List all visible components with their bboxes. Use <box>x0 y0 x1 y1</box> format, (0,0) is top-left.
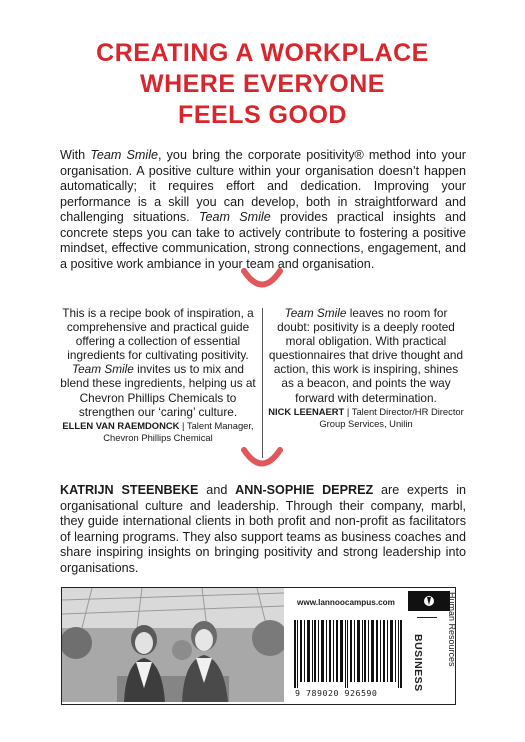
testimonial-left-book-name: Team Smile <box>71 362 134 377</box>
column-divider <box>262 308 263 458</box>
author-name-1: KATRIJN STEENBEKE <box>60 483 199 497</box>
testimonial-right-text: leaves no room for doubt: positivity is a deeply rooted moral obligation. With practical questionnaires that drive thought and action, this work is inspiring, shines as a beacon, and points the way forward with determination. <box>268 306 464 405</box>
testimonial-left-text-1: This is a recipe book of inspiration, a comprehensive and practical guide offering a collection of essential ingredients for cultivating positivity. <box>62 306 254 363</box>
intro-book-name-1: Team Smile <box>90 148 158 162</box>
category-separator <box>417 617 437 618</box>
intro-book-name-2: Team Smile <box>198 210 271 224</box>
testimonial-right-author-name: NICK LEENAERT <box>268 405 345 417</box>
authors-photo <box>62 588 284 702</box>
testimonial-left <box>60 306 256 445</box>
testimonial-right <box>268 306 464 431</box>
testimonial-right-author-role: | Talent Director/HR Director Group Services, Unilin <box>319 405 464 430</box>
intro-text-1: With <box>60 148 91 162</box>
smile-icon-2 <box>240 447 284 469</box>
genre-label: Human Resources <box>447 592 457 667</box>
bio-and: and <box>198 483 236 497</box>
testimonial-right-author <box>268 406 464 431</box>
testimonial-left-author-role: | Talent Manager, Chevron Phillips Chemical <box>103 419 254 444</box>
testimonial-left-text-2: invites us to mix and blend these ingredients, helping us at Chevron Phillips Chemicals to strengthen our ‘caring’ culture. <box>60 362 256 419</box>
isbn-number: 9 789020 926590 <box>295 688 378 698</box>
intro-text-3: provides practical insights and concrete steps you can take to actively contribute to fostering a positive mindset, effective communication, strong connections, engagement, and a positive work ambiance in your team and organisation. <box>60 210 466 271</box>
testimonial-left-author <box>60 420 256 445</box>
book-title <box>0 38 525 131</box>
author-name-2: ANN-SOPHIE DEPREZ <box>235 483 374 497</box>
intro-paragraph <box>60 148 466 272</box>
publisher-url: www.lannoocampus.com <box>297 598 395 607</box>
title-line-1: CREATING A WORKPLACE <box>96 39 429 67</box>
category-label: BUSINESS <box>412 634 424 692</box>
authors-bio <box>60 483 466 576</box>
smile-icon <box>240 268 284 290</box>
testimonial-right-book-name: Team Smile <box>284 306 347 320</box>
isbn-barcode <box>294 620 402 688</box>
title-line-3: FEELS GOOD <box>178 101 347 129</box>
testimonial-left-author-name: ELLEN VAN RAEMDONCK <box>62 419 180 431</box>
bio-text: are experts in organisational culture and leadership. Through their company, marbl, they guide international clients in both profit and non-profit as facilitators of learning programs. They also support teams as business coaches and share inspiring insights on bringing positivity and strong leadership into organisations. <box>60 483 466 575</box>
title-line-2: WHERE EVERYONE <box>139 70 385 98</box>
publisher-logo-icon <box>408 591 450 611</box>
intro-text-2: , you bring the corporate positivity® method into your organisation. A positive culture within your organisation doesn’t happen automatically; it requires effort and dedication. Improving your performance is a skill you can develop, both in straightforward and challenging situations. <box>60 148 467 224</box>
